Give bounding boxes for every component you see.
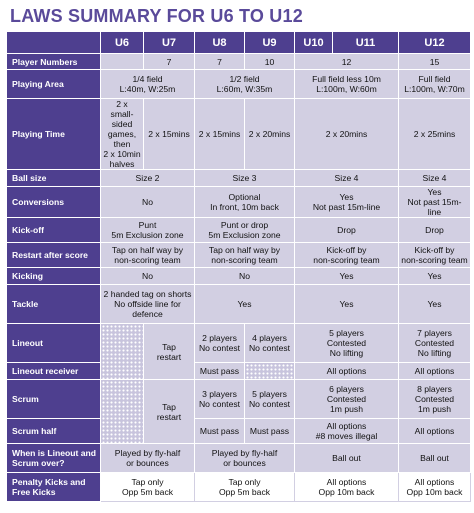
cell: 5 players No contest (245, 380, 295, 419)
row-tackle (7, 285, 471, 324)
cell: Kick-off by non-scoring team (399, 243, 471, 268)
cell: Tap restart (144, 324, 195, 380)
cell: 7 (144, 54, 195, 70)
row-lineout-scrum-over (7, 444, 471, 473)
cell: Played by fly-half or bounces (195, 444, 295, 473)
cell: Tap restart (144, 380, 195, 444)
row-ball-size (7, 170, 471, 187)
row-conversions (7, 187, 471, 218)
header-row (7, 32, 471, 54)
label-player-numbers: Player Numbers (7, 54, 101, 70)
row-playing-time (7, 99, 471, 170)
cell: 3 players No contest (195, 380, 245, 419)
cell: 12 (295, 54, 399, 70)
cell-empty (245, 363, 295, 380)
cell: Yes (295, 285, 399, 324)
header-u12: U12 (399, 32, 471, 54)
cell: Size 4 (399, 170, 471, 187)
cell: Yes Not past 15m-line (399, 187, 471, 218)
cell: 8 players Contested 1m push (399, 380, 471, 419)
cell: Must pass (195, 419, 245, 444)
label-lineout-receiver: Lineout receiver (7, 363, 101, 380)
cell: 10 (245, 54, 295, 70)
cell: 2 x 15mins (195, 99, 245, 170)
cell: Kick-off by non-scoring team (295, 243, 399, 268)
label-restart-after-score: Restart after score (7, 243, 101, 268)
label-playing-area: Playing Area (7, 70, 101, 99)
cell: Played by fly-half or bounces (101, 444, 195, 473)
cell-empty (101, 380, 144, 444)
cell: Tap on half way by non-scoring team (101, 243, 195, 268)
cell: All options (295, 363, 399, 380)
cell: Optional In front, 10m back (195, 187, 295, 218)
cell: 7 players Contested No lifting (399, 324, 471, 363)
header-u9: U9 (245, 32, 295, 54)
cell: Drop (295, 218, 399, 243)
cell: Must pass (195, 363, 245, 380)
laws-summary-table-wrapper (6, 31, 471, 502)
row-scrum-half (7, 419, 471, 444)
header-u6: U6 (101, 32, 144, 54)
row-player-numbers (7, 54, 471, 70)
label-tackle: Tackle (7, 285, 101, 324)
cell: Punt or drop 5m Exclusion zone (195, 218, 295, 243)
label-penalty-free-kicks: Penalty Kicks and Free Kicks (7, 473, 101, 502)
cell: 15 (399, 54, 471, 70)
cell: Size 2 (101, 170, 195, 187)
cell: Tap only Opp 5m back (195, 473, 295, 502)
cell: 2 x 25mins (399, 99, 471, 170)
label-kicking: Kicking (7, 268, 101, 285)
label-lineout-scrum-over: When is Lineout and Scrum over? (7, 444, 101, 473)
cell: No (195, 268, 295, 285)
cell: Yes (195, 285, 295, 324)
cell: Size 3 (195, 170, 295, 187)
cell: 2 handed tag on shorts No offside line for defence (101, 285, 195, 324)
header-u10: U10 (295, 32, 333, 54)
label-lineout: Lineout (7, 324, 101, 363)
cell: 2 players No contest (195, 324, 245, 363)
cell (101, 54, 144, 70)
laws-summary-table (6, 31, 471, 502)
cell: Yes (399, 285, 471, 324)
row-scrum (7, 380, 471, 419)
cell: 1/2 field L:60m, W:35m (195, 70, 295, 99)
label-playing-time: Playing Time (7, 99, 101, 170)
row-playing-area (7, 70, 471, 99)
row-penalty-free-kicks (7, 473, 471, 502)
row-kick-off (7, 218, 471, 243)
cell: No (101, 187, 195, 218)
cell-empty (101, 324, 144, 380)
cell: Drop (399, 218, 471, 243)
header-u11: U11 (333, 32, 399, 54)
cell: 5 players Contested No lifting (295, 324, 399, 363)
header-u7: U7 (144, 32, 195, 54)
label-conversions: Conversions (7, 187, 101, 218)
cell: 2 x 20mins (245, 99, 295, 170)
row-kicking (7, 268, 471, 285)
cell: Tap on half way by non-scoring team (195, 243, 295, 268)
cell: Yes Not past 15m-line (295, 187, 399, 218)
label-kick-off: Kick-off (7, 218, 101, 243)
header-u8: U8 (195, 32, 245, 54)
cell: 6 players Contested 1m push (295, 380, 399, 419)
cell: Must pass (245, 419, 295, 444)
cell: All options #8 moves illegal (295, 419, 399, 444)
page-title: LAWS SUMMARY FOR U6 TO U12 (10, 6, 303, 26)
cell: 2 x 15mins (144, 99, 195, 170)
label-scrum-half: Scrum half (7, 419, 101, 444)
row-restart-after-score (7, 243, 471, 268)
cell: Full field L:100m, W:70m (399, 70, 471, 99)
cell: Yes (295, 268, 399, 285)
cell: All options (399, 419, 471, 444)
cell: Ball out (399, 444, 471, 473)
cell: Yes (399, 268, 471, 285)
cell: 4 players No contest (245, 324, 295, 363)
cell: Full field less 10m L:100m, W:60m (295, 70, 399, 99)
corner-cell (7, 32, 101, 54)
cell: Punt 5m Exclusion zone (101, 218, 195, 243)
row-lineout (7, 324, 471, 363)
cell: All options (399, 363, 471, 380)
cell: 7 (195, 54, 245, 70)
cell: No (101, 268, 195, 285)
row-lineout-receiver (7, 363, 471, 380)
cell: All options Opp 10m back (399, 473, 471, 502)
cell: 2 x small-sided games, then 2 x 10min halves (101, 99, 144, 170)
cell: Tap only Opp 5m back (101, 473, 195, 502)
cell: 2 x 20mins (295, 99, 399, 170)
cell: 1/4 field L:40m, W:25m (101, 70, 195, 99)
cell: All options Opp 10m back (295, 473, 399, 502)
label-scrum: Scrum (7, 380, 101, 419)
cell: Size 4 (295, 170, 399, 187)
label-ball-size: Ball size (7, 170, 101, 187)
cell: Ball out (295, 444, 399, 473)
